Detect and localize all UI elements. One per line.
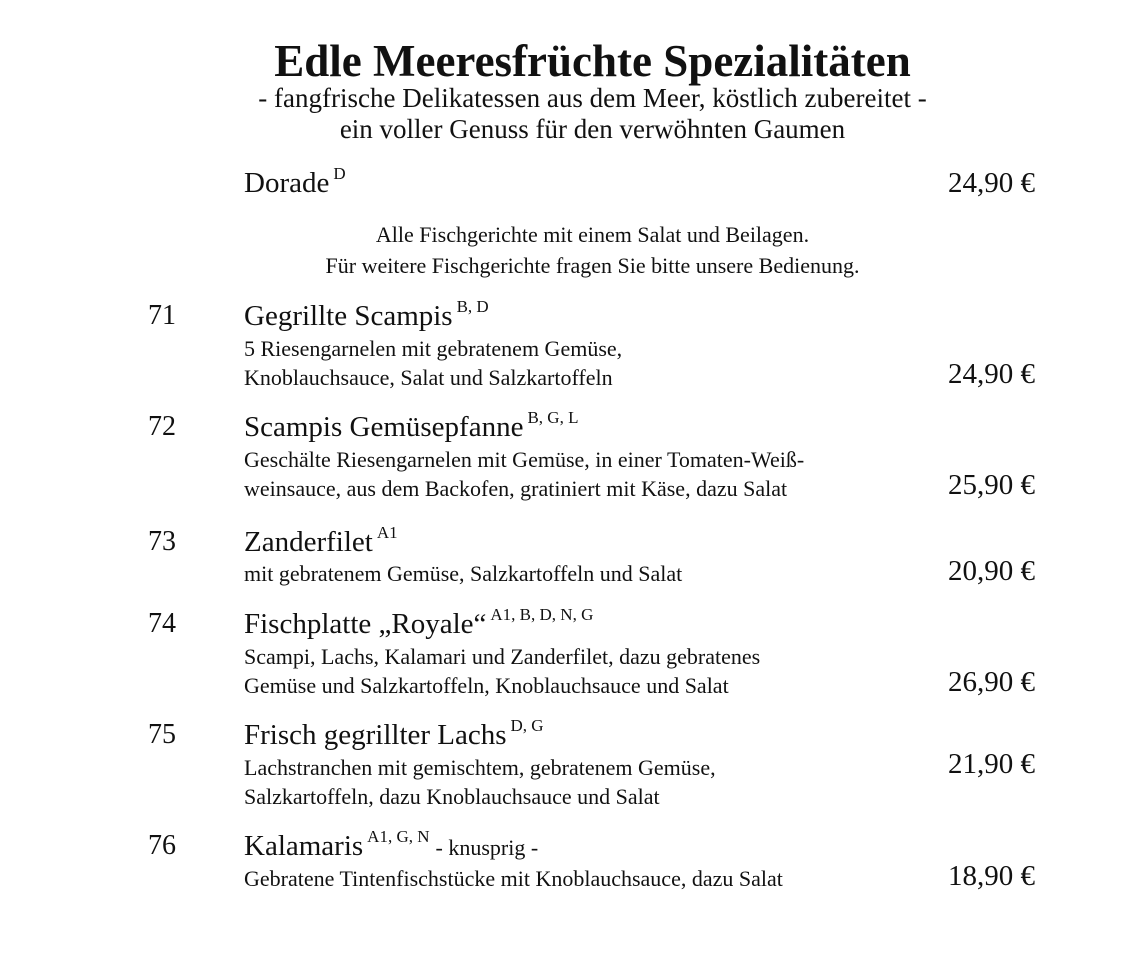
item-price: 20,90 € [948,555,1035,587]
item-number: 76 [148,830,176,861]
page-subtitle-line-1: - fangfrische Delikatessen aus dem Meer, köstlich zubereitet - [258,83,927,113]
note-line-1: Alle Fischgerichte mit einem Salat und Beilagen. [375,222,810,247]
dish-name: Fischplatte „Royale“ [244,608,487,640]
page-title: Edle Meeresfrüchte Spezialitäten [274,36,911,86]
dish-name: Gegrillte Scampis [244,300,453,332]
item-description-line-2: weinsauce, aus dem Backofen, gratiniert mit Käse, dazu Salat [244,476,788,501]
item-price: 25,90 € [948,469,1035,501]
item-description-line-2: Salzkartoffeln, dazu Knoblauchsauce und Salat [244,784,660,809]
allergen-codes: B, G, L [527,408,579,427]
item-price: 18,90 € [948,860,1035,892]
item-description-line-2: Knoblauchsauce, Salat und Salzkartoffeln [244,365,613,390]
allergen-codes: B, D [456,297,489,316]
item-number: 75 [148,719,176,750]
item-description-line-1: Scampi, Lachs, Kalamari und Zanderfilet, dazu gebratenes [244,644,761,669]
dish-name: Zanderfilet [244,526,373,558]
item-number: 71 [148,300,176,331]
page-subtitle-line-2: ein voller Genuss für den verwöhnten Gaumen [339,114,846,144]
item-title [244,718,544,752]
item-description-line-1: mit gebratenem Gemüse, Salzkartoffeln und Salat [244,561,683,586]
allergen-codes: A1, B, D, N, G [490,605,594,624]
item-number: 74 [148,608,176,639]
item-description-line-1: Geschälte Riesengarnelen mit Gemüse, in einer Tomaten-Weiß- [244,447,805,472]
item-title [244,607,593,641]
item-price: 21,90 € [948,748,1035,780]
allergen-codes: D [333,164,346,183]
dish-name: Scampis Gemüsepfanne [244,411,524,443]
item-number: 72 [148,411,176,442]
item-description-line-1: Lachstranchen mit gemischtem, gebratenem Gemüse, [244,755,716,780]
item-description-line-1: Gebratene Tintenfischstücke mit Knoblauchsauce, dazu Salat [244,866,783,891]
item-number: 73 [148,526,176,557]
item-description-line-1: 5 Riesengarnelen mit gebratenem Gemüse, [244,336,623,361]
item-description-line-2: Gemüse und Salzkartoffeln, Knoblauchsauce und Salat [244,673,729,698]
item-price: 26,90 € [948,666,1035,698]
dish-name: Kalamaris [244,830,364,862]
item-title [244,410,578,444]
dish-name: Dorade [244,167,330,199]
dorade-name [244,166,346,200]
dish-note: - knusprig - [435,835,539,860]
dish-name: Frisch gegrillter Lachs [244,719,507,751]
item-title [244,829,538,865]
note-line-2: Für weitere Fischgerichte fragen Sie bitte unsere Bedienung. [325,253,860,278]
allergen-codes: A1 [376,523,398,542]
item-price: 24,90 € [948,358,1035,390]
item-title [244,525,398,559]
allergen-codes: D, G [510,716,544,735]
item-title [244,299,489,333]
dorade-price: 24,90 € [948,167,1035,199]
allergen-codes: A1, G, N [367,827,430,846]
